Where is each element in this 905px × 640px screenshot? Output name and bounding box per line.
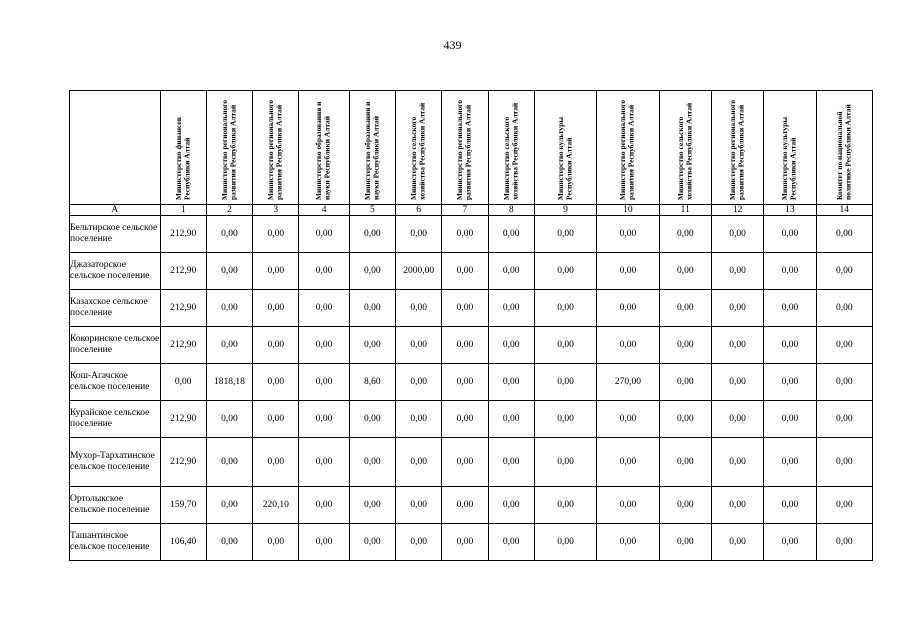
table-row [70, 253, 873, 290]
column-index-5: 5 [349, 205, 395, 216]
table-row [70, 438, 873, 487]
value-cell: 0,00 [534, 364, 596, 401]
value-cell: 0,00 [816, 364, 872, 401]
value-cell: 0,00 [488, 524, 534, 561]
value-cell: 0,00 [488, 438, 534, 487]
value-cell: 0,00 [597, 290, 659, 327]
value-cell: 0,00 [442, 524, 488, 561]
value-cell: 0,00 [396, 438, 442, 487]
table-row [70, 216, 873, 253]
value-cell: 0,00 [488, 327, 534, 364]
header-corner-cell [70, 91, 161, 205]
value-cell: 0,00 [442, 216, 488, 253]
value-cell: 0,00 [488, 487, 534, 524]
value-cell: 0,00 [253, 253, 299, 290]
value-cell: 0,00 [349, 487, 395, 524]
column-header-13 [764, 91, 816, 205]
value-cell: 0,00 [711, 438, 763, 487]
value-cell: 0,00 [206, 487, 252, 524]
value-cell: 0,00 [253, 290, 299, 327]
column-header-label: Министерство регионального развития Республики Алтай [266, 99, 284, 200]
index-cell-a: А [70, 205, 161, 216]
value-cell: 0,00 [253, 327, 299, 364]
column-header-3 [253, 91, 299, 205]
value-cell: 0,00 [396, 327, 442, 364]
column-header-label: Министерство сельского хозяйства Республики Алтай [675, 102, 694, 200]
column-header-label: Министерство образования и науки Республики Алтай [362, 101, 381, 200]
value-cell: 0,00 [711, 524, 763, 561]
value-cell: 0,00 [349, 253, 395, 290]
value-cell: 212,90 [160, 401, 206, 438]
value-cell: 0,00 [396, 216, 442, 253]
value-cell: 0,00 [299, 401, 349, 438]
value-cell: 0,00 [488, 216, 534, 253]
column-header-10 [597, 91, 659, 205]
budget-table [69, 90, 873, 561]
value-cell: 159,70 [160, 487, 206, 524]
value-cell: 0,00 [253, 216, 299, 253]
table-row [70, 290, 873, 327]
column-index-11: 11 [659, 205, 711, 216]
value-cell: 212,90 [160, 327, 206, 364]
value-cell: 0,00 [711, 253, 763, 290]
value-cell: 2000,00 [396, 253, 442, 290]
value-cell: 0,00 [816, 327, 872, 364]
column-index-4: 4 [299, 205, 349, 216]
value-cell: 0,00 [764, 364, 816, 401]
settlement-name: Ташантинское сельское поселение [70, 524, 161, 561]
settlement-name: Кош-Агачское сельское поселение [70, 364, 161, 401]
value-cell: 0,00 [659, 438, 711, 487]
column-header-label: Комитет по национальной политике Республики Алтай [834, 104, 853, 200]
column-index-1: 1 [160, 205, 206, 216]
column-header-14 [816, 91, 872, 205]
value-cell: 0,00 [442, 290, 488, 327]
value-cell: 0,00 [597, 524, 659, 561]
column-header-label: Министерство финансов Республики Алтай [173, 117, 192, 200]
settlement-name: Ортолыкское сельское поселение [70, 487, 161, 524]
value-cell: 0,00 [299, 487, 349, 524]
value-cell: 0,00 [534, 401, 596, 438]
value-cell: 0,00 [442, 327, 488, 364]
column-header-label: Министерство регионального развития Республики Алтай [727, 99, 746, 200]
table-row [70, 524, 873, 561]
value-cell: 0,00 [764, 290, 816, 327]
value-cell: 0,00 [816, 253, 872, 290]
column-index-6: 6 [396, 205, 442, 216]
value-cell: 0,00 [764, 438, 816, 487]
value-cell: 0,00 [206, 327, 252, 364]
settlement-name: Мухор-Тархатинское сельское поселение [70, 438, 161, 487]
value-cell: 0,00 [534, 438, 596, 487]
column-header-label: Министерство образования и науки Республики Алтай [314, 101, 333, 200]
column-header-2 [206, 91, 252, 205]
settlement-name: Кокоринское сельское поселение [70, 327, 161, 364]
value-cell: 0,00 [299, 327, 349, 364]
value-cell: 0,00 [711, 216, 763, 253]
settlement-name: Казахское сельское поселение [70, 290, 161, 327]
value-cell: 0,00 [488, 401, 534, 438]
value-cell: 0,00 [534, 253, 596, 290]
value-cell: 0,00 [299, 364, 349, 401]
value-cell: 0,00 [764, 524, 816, 561]
value-cell: 220,10 [253, 487, 299, 524]
value-cell: 0,00 [764, 401, 816, 438]
value-cell: 0,00 [442, 253, 488, 290]
value-cell: 0,00 [206, 290, 252, 327]
column-header-label: Министерство регионального развития Республики Алтай [455, 99, 473, 200]
column-header-label: Министерство сельского хозяйства Республики Алтай [409, 102, 427, 200]
table-row [70, 327, 873, 364]
value-cell: 0,00 [349, 327, 395, 364]
value-cell: 0,00 [442, 438, 488, 487]
value-cell: 0,00 [764, 216, 816, 253]
value-cell: 0,00 [534, 487, 596, 524]
value-cell: 0,00 [299, 216, 349, 253]
column-header-9 [534, 91, 596, 205]
value-cell: 0,00 [488, 253, 534, 290]
value-cell: 0,00 [349, 438, 395, 487]
value-cell: 0,00 [711, 290, 763, 327]
value-cell: 0,00 [659, 364, 711, 401]
value-cell: 212,90 [160, 216, 206, 253]
value-cell: 0,00 [659, 524, 711, 561]
value-cell: 0,00 [253, 524, 299, 561]
table-row [70, 487, 873, 524]
value-cell: 0,00 [597, 401, 659, 438]
value-cell: 8,60 [349, 364, 395, 401]
column-header-7 [442, 91, 488, 205]
value-cell: 0,00 [396, 524, 442, 561]
column-header-5 [349, 91, 395, 205]
settlement-name: Курайское сельское поселение [70, 401, 161, 438]
value-cell: 1818,18 [206, 364, 252, 401]
value-cell: 0,00 [534, 524, 596, 561]
value-cell: 0,00 [206, 253, 252, 290]
table-row [70, 401, 873, 438]
value-cell: 0,00 [816, 524, 872, 561]
settlement-name: Бельтирское сельское поселение [70, 216, 161, 253]
column-header-label: Министерство сельского хозяйства Республики Алтай [501, 102, 520, 200]
column-index-2: 2 [206, 205, 252, 216]
page-number: 439 [443, 38, 462, 52]
value-cell: 0,00 [253, 364, 299, 401]
column-header-1 [160, 91, 206, 205]
value-cell: 0,00 [597, 216, 659, 253]
column-index-13: 13 [764, 205, 816, 216]
column-header-label: Министерство культуры Республики Алтай [555, 117, 574, 200]
value-cell: 0,00 [442, 364, 488, 401]
value-cell: 0,00 [816, 487, 872, 524]
value-cell: 0,00 [299, 253, 349, 290]
value-cell: 212,90 [160, 253, 206, 290]
value-cell: 0,00 [711, 327, 763, 364]
column-index-8: 8 [488, 205, 534, 216]
value-cell: 0,00 [349, 524, 395, 561]
value-cell: 0,00 [349, 401, 395, 438]
value-cell: 0,00 [534, 327, 596, 364]
value-cell: 0,00 [764, 487, 816, 524]
value-cell: 0,00 [442, 401, 488, 438]
value-cell: 0,00 [534, 216, 596, 253]
value-cell: 0,00 [442, 487, 488, 524]
value-cell: 0,00 [711, 401, 763, 438]
column-index-9: 9 [534, 205, 596, 216]
column-index-7: 7 [442, 205, 488, 216]
value-cell: 0,00 [160, 364, 206, 401]
value-cell: 0,00 [711, 364, 763, 401]
value-cell: 0,00 [253, 401, 299, 438]
value-cell: 0,00 [534, 290, 596, 327]
value-cell: 0,00 [299, 290, 349, 327]
column-header-4 [299, 91, 349, 205]
column-header-label: Министерство культуры Республики Алтай [780, 117, 798, 200]
value-cell: 0,00 [659, 327, 711, 364]
value-cell: 0,00 [396, 487, 442, 524]
value-cell: 0,00 [597, 327, 659, 364]
table-header-row [70, 91, 873, 205]
settlement-name: Джазаторское сельское поселение [70, 253, 161, 290]
value-cell: 0,00 [816, 216, 872, 253]
column-index-12: 12 [711, 205, 763, 216]
column-header-11 [659, 91, 711, 205]
value-cell: 0,00 [206, 524, 252, 561]
table-index-row [70, 205, 873, 216]
column-header-8 [488, 91, 534, 205]
value-cell: 0,00 [659, 216, 711, 253]
value-cell: 0,00 [659, 401, 711, 438]
value-cell: 0,00 [349, 216, 395, 253]
value-cell: 270,00 [597, 364, 659, 401]
value-cell: 0,00 [396, 401, 442, 438]
value-cell: 0,00 [299, 438, 349, 487]
value-cell: 212,90 [160, 438, 206, 487]
value-cell: 0,00 [206, 401, 252, 438]
value-cell: 0,00 [816, 401, 872, 438]
value-cell: 0,00 [711, 487, 763, 524]
value-cell: 0,00 [349, 290, 395, 327]
value-cell: 0,00 [396, 290, 442, 327]
table-body [70, 216, 873, 561]
value-cell: 0,00 [816, 438, 872, 487]
column-header-label: Министерство регионального развития Республики Алтай [618, 99, 636, 200]
column-index-10: 10 [597, 205, 659, 216]
value-cell: 0,00 [597, 487, 659, 524]
value-cell: 106,40 [160, 524, 206, 561]
column-header-label: Министерство регионального развития Республики Алтай [219, 99, 238, 200]
value-cell: 0,00 [597, 253, 659, 290]
value-cell: 0,00 [764, 327, 816, 364]
value-cell: 0,00 [206, 438, 252, 487]
column-header-12 [711, 91, 763, 205]
value-cell: 0,00 [206, 216, 252, 253]
column-index-3: 3 [253, 205, 299, 216]
value-cell: 0,00 [659, 290, 711, 327]
value-cell: 0,00 [488, 290, 534, 327]
table-row [70, 364, 873, 401]
value-cell: 0,00 [764, 253, 816, 290]
value-cell: 212,90 [160, 290, 206, 327]
value-cell: 0,00 [488, 364, 534, 401]
value-cell: 0,00 [396, 364, 442, 401]
value-cell: 0,00 [253, 438, 299, 487]
value-cell: 0,00 [659, 487, 711, 524]
value-cell: 0,00 [597, 438, 659, 487]
value-cell: 0,00 [816, 290, 872, 327]
column-index-14: 14 [816, 205, 872, 216]
column-header-6 [396, 91, 442, 205]
value-cell: 0,00 [659, 253, 711, 290]
value-cell: 0,00 [299, 524, 349, 561]
